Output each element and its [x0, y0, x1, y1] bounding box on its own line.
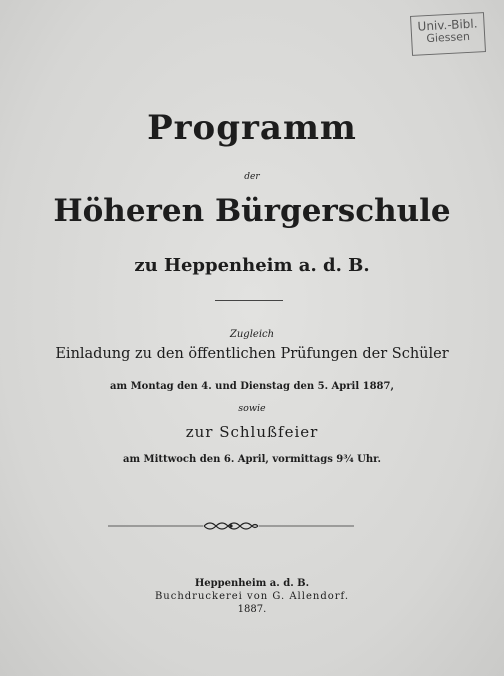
text-sowie: sowie: [238, 403, 266, 414]
stamp-line-1: Univ.-Bibl.: [417, 16, 478, 34]
imprint-year: 1887.: [237, 604, 267, 615]
text-ceremony-date: am Mittwoch den 6. April, vormittags 9¾ Uhr.: [122, 454, 382, 465]
imprint-printer: Buchdruckerei von G. Allendorf.: [154, 591, 350, 602]
text-exam-dates: am Montag den 4. und Dienstag den 5. April 1887,: [110, 381, 394, 392]
text-einladung: Einladung zu den öffentlichen Prüfungen der Schüler: [55, 346, 449, 362]
text-zugleich: Zugleich: [229, 329, 275, 340]
text-schlussfeier: zur Schlußfeier: [185, 423, 319, 441]
library-stamp: [410, 12, 486, 56]
title-place: zu Heppenheim a. d. B.: [134, 255, 370, 276]
title-main: Programm: [147, 108, 357, 148]
stamp-line-2: Giessen: [426, 30, 471, 46]
title-school: Höheren Bürgerschule: [53, 193, 451, 229]
imprint-place: Heppenheim a. d. B.: [194, 578, 310, 589]
title-der: der: [244, 172, 260, 182]
ornament-rule: [108, 519, 354, 533]
divider-line: [215, 300, 283, 301]
